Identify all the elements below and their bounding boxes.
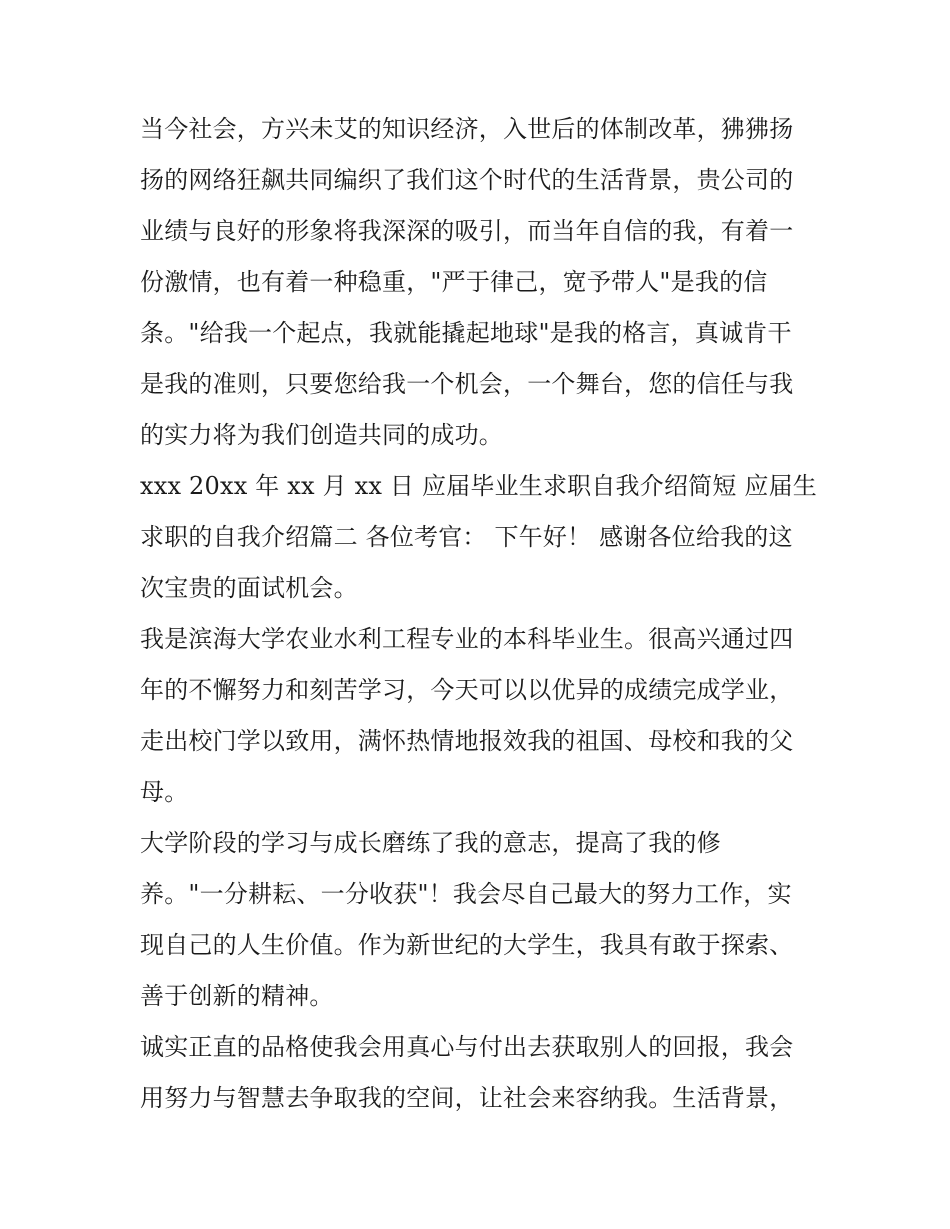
text-line: 养。"一分耕耘、一分收获"！我会尽自己最大的努力工作，实 [140,880,792,908]
text-line: 年的不懈努力和刻苦学习，今天可以以优异的成绩完成学业， [140,676,794,704]
text-line: 次宝贵的面试机会。 [140,574,358,602]
text-line: 份激情，也有着一种稳重，"严于律己，宽予带人"是我的信 [140,268,768,296]
text-line: 大学阶段的学习与成长磨练了我的意志，提高了我的修 [140,829,721,857]
text-line: 现自己的人生价值。作为新世纪的大学生，我具有敢于探索、 [140,931,794,959]
text-line: 母。 [140,778,189,806]
text-line: 我是滨海大学农业水利工程专业的本科毕业生。很高兴通过四 [140,625,794,653]
text-line: 用努力与智慧去争取我的空间，让社会来容纳我。生活背景， [140,1084,794,1112]
paragraph-character [140,1022,812,1124]
paragraph-company-appeal [140,104,812,461]
document-body [140,104,817,1124]
text-line: 扬的网络狂飙共同编织了我们这个时代的生活背景，贵公司的 [140,166,794,194]
text-line: 的实力将为我们创造共同的成功。 [140,421,503,449]
paragraph-education [140,614,812,818]
text-line: 善于创新的精神。 [140,982,334,1010]
text-line: 诚实正直的品格使我会用真心与付出去获取别人的回报，我会 [140,1033,794,1061]
text-line: xxx 20xx 年 xx 月 xx 日 应届毕业生求职自我介绍简短 应届生 [140,472,817,500]
text-line: 业绩与良好的形象将我深深的吸引，而当年自信的我，有着一 [140,217,794,245]
paragraph-growth [140,818,812,1022]
text-line: 条。"给我一个起点，我就能撬起地球"是我的格言，真诚肯干 [140,319,792,347]
text-line: 是我的准则，只要您给我一个机会，一个舞台，您的信任与我 [140,370,794,398]
text-line: 求职的自我介绍篇二 各位考官： 下午好！ 感谢各位给我的这 [140,523,793,551]
text-line: 当今社会，方兴未艾的知识经济，入世后的体制改革，狒狒扬 [140,115,794,143]
paragraph-date-and-heading [140,461,817,614]
text-line: 走出校门学以致用，满怀热情地报效我的祖国、母校和我的父 [140,727,794,755]
